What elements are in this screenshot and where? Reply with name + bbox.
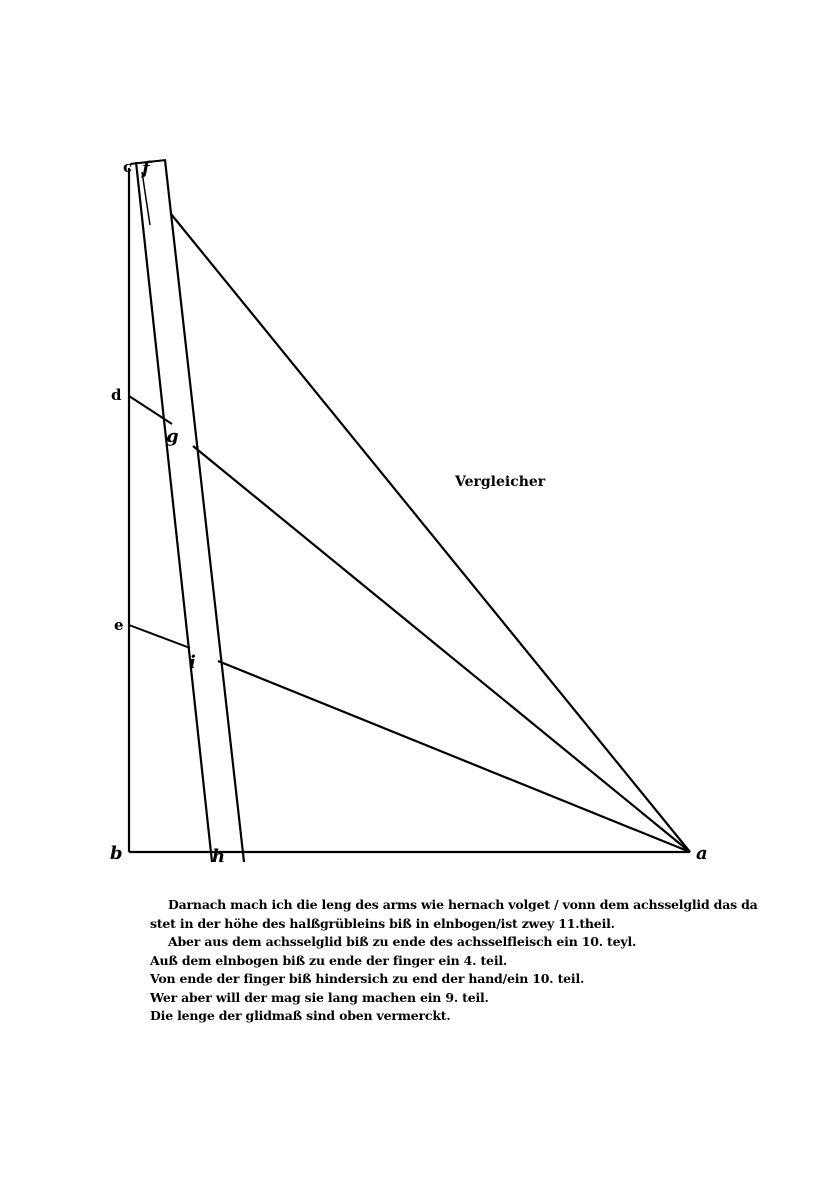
label-h: h	[212, 846, 226, 867]
segment-e-i	[129, 625, 190, 648]
label-b: b	[110, 843, 123, 864]
label-d: d	[111, 386, 122, 404]
text-line: stet in der höhe des halßgrübleins biß in elnbogen/ist zwey 11.theil.	[150, 915, 615, 931]
diagonal-g-a	[193, 446, 690, 852]
text-line: Auß dem elnbogen biß zu ende der finger ein 4. teil.	[150, 952, 508, 968]
label-c: c	[123, 158, 133, 176]
text-line: Darnach mach ich die leng des arms wie hernach volget / vonn dem achsselglid das da	[168, 897, 758, 912]
text-line: Wer aber will der mag sie lang machen ein 9. teil.	[150, 989, 489, 1005]
segment-d-g	[129, 396, 172, 424]
diagram-caption: Vergleicher	[455, 474, 546, 490]
label-f: f	[142, 158, 150, 179]
body-text	[150, 896, 758, 1026]
label-e: e	[114, 616, 124, 634]
text-line: Aber aus dem achsselglid biß zu ende des achsselfleisch ein 10. teyl.	[168, 934, 637, 949]
ruler-right-edge	[165, 160, 244, 862]
label-i: i	[189, 652, 196, 673]
ruler-inner-line	[142, 172, 150, 225]
label-g: g	[166, 426, 179, 447]
diagonal-f-a	[171, 214, 690, 852]
diagonal-i-a	[218, 661, 690, 852]
label-a: a	[696, 843, 708, 864]
text-line: Die lenge der glidmaß sind oben vermerckt.	[150, 1008, 451, 1023]
ruler-left-edge	[136, 162, 212, 862]
text-line: Von ende der finger biß hindersich zu end der hand/ein 10. teil.	[150, 971, 585, 986]
